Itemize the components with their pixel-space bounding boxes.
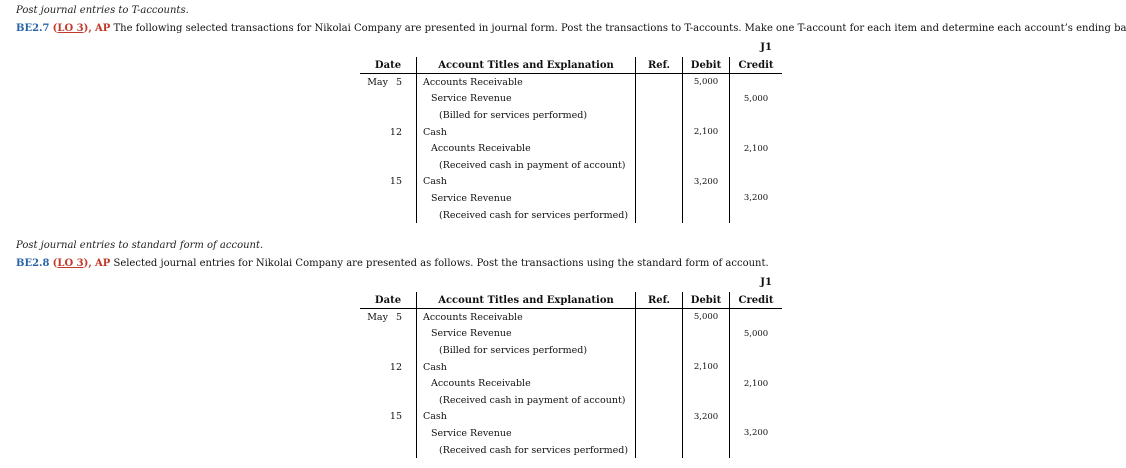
- journal-body: [360, 309, 782, 459]
- problem-text: The following selected transactions for Nikolai Company are presented in journal form. Post the transactions to T-accounts. Make one T-account for each item and determine each account’s ending ba: [113, 23, 1126, 34]
- credit-amount: 3,200: [743, 428, 769, 439]
- entry-date: [360, 425, 417, 442]
- ref-cell: [636, 107, 683, 124]
- ap-tag: AP: [95, 258, 111, 269]
- credit-amount: 5,000: [743, 328, 769, 339]
- col-account: Account Titles and Explanation: [417, 292, 636, 309]
- journal-row: [360, 207, 782, 224]
- debit-amount: [683, 342, 730, 359]
- entry-date: [360, 107, 417, 124]
- debit-amount: [683, 207, 730, 224]
- journal-row: [360, 124, 782, 141]
- debit-amount: [683, 107, 730, 124]
- journal-number: J1: [760, 42, 772, 53]
- debit-amount: [683, 392, 730, 409]
- ref-cell: [636, 207, 683, 224]
- journal-number: J1: [760, 277, 772, 288]
- debit-amount: 5,000: [683, 74, 730, 91]
- account-title: (Billed for services performed): [417, 342, 636, 359]
- debit-amount: 3,200: [683, 174, 730, 191]
- journal-table-2: [360, 277, 778, 458]
- col-ref: Ref.: [636, 57, 683, 74]
- ref-cell: [636, 157, 683, 174]
- ref-cell: [636, 326, 683, 343]
- journal-row: [360, 359, 782, 376]
- journal-header-row: [360, 292, 782, 309]
- journal-row: [360, 74, 782, 91]
- debit-amount: 2,100: [683, 124, 730, 141]
- journal-row: [360, 425, 782, 442]
- entry-date: 12: [360, 124, 417, 141]
- account-title: (Received cash in payment of account): [417, 157, 636, 174]
- ref-cell: [636, 392, 683, 409]
- journal-row: [360, 409, 782, 426]
- entry-date: [360, 326, 417, 343]
- ref-cell: [636, 442, 683, 459]
- credit-amount: [730, 174, 783, 191]
- account-title: Cash: [417, 409, 636, 426]
- journal-row: [360, 442, 782, 459]
- col-credit: Credit: [730, 57, 783, 74]
- ref-cell: [636, 124, 683, 141]
- journal-row: [360, 174, 782, 191]
- credit-amount: 2,100: [743, 378, 769, 389]
- journal-table-1: [360, 42, 778, 223]
- account-title: Accounts Receivable: [417, 309, 636, 326]
- ref-cell: [636, 375, 683, 392]
- debit-amount: [683, 442, 730, 459]
- ref-cell: [636, 359, 683, 376]
- col-date: Date: [360, 57, 417, 74]
- credit-amount: 5,000: [743, 93, 769, 104]
- account-title: Cash: [417, 359, 636, 376]
- problem-text: Selected journal entries for Nikolai Company are presented as follows. Post the transactions using the standard form of account.: [113, 258, 769, 269]
- ref-cell: [636, 309, 683, 326]
- debit-amount: 5,000: [683, 309, 730, 326]
- journal-row: [360, 326, 782, 343]
- journal-row: [360, 190, 782, 207]
- journal-row: [360, 157, 782, 174]
- credit-amount: [730, 442, 783, 459]
- account-title: Accounts Receivable: [417, 140, 636, 157]
- credit-amount: [730, 207, 783, 224]
- col-credit: Credit: [730, 292, 783, 309]
- ref-cell: [636, 91, 683, 108]
- journal-row: [360, 309, 782, 326]
- section1-heading: Post journal entries to T-accounts.: [16, 5, 189, 16]
- credit-amount: [730, 359, 783, 376]
- debit-amount: [683, 375, 730, 392]
- entry-date: [360, 442, 417, 459]
- credit-amount: [730, 74, 783, 91]
- problem-number: BE2.8: [16, 258, 50, 269]
- debit-amount: 3,200: [683, 409, 730, 426]
- debit-amount: [683, 157, 730, 174]
- entry-date: [360, 207, 417, 224]
- credit-amount: 3,200: [743, 193, 769, 204]
- learning-objective[interactable]: (LO 3),: [52, 258, 92, 269]
- entry-date: [360, 375, 417, 392]
- ref-cell: [636, 140, 683, 157]
- journal-row: [360, 342, 782, 359]
- journal-header-row: [360, 57, 782, 74]
- entry-date: 12: [360, 359, 417, 376]
- entry-date: [360, 157, 417, 174]
- account-title: Service Revenue: [417, 425, 636, 442]
- section2-heading: Post journal entries to standard form of account.: [16, 240, 264, 251]
- entry-date: May 5: [360, 309, 417, 326]
- entry-date: 15: [360, 409, 417, 426]
- account-title: Cash: [417, 174, 636, 191]
- learning-objective-link[interactable]: LO 3: [57, 258, 84, 269]
- ap-tag: AP: [95, 23, 111, 34]
- account-title: Service Revenue: [417, 91, 636, 108]
- ref-cell: [636, 342, 683, 359]
- credit-amount: [730, 157, 783, 174]
- ref-cell: [636, 425, 683, 442]
- entry-date: [360, 190, 417, 207]
- account-title: (Received cash for services performed): [417, 442, 636, 459]
- debit-amount: 2,100: [683, 359, 730, 376]
- ref-cell: [636, 74, 683, 91]
- ref-cell: [636, 409, 683, 426]
- entry-date: May 5: [360, 74, 417, 91]
- learning-objective-link[interactable]: LO 3: [57, 23, 84, 34]
- credit-amount: [730, 309, 783, 326]
- journal-row: [360, 375, 782, 392]
- credit-amount: [730, 409, 783, 426]
- account-title: (Billed for services performed): [417, 107, 636, 124]
- debit-amount: [683, 326, 730, 343]
- debit-amount: [683, 425, 730, 442]
- credit-amount: 2,100: [743, 143, 769, 154]
- journal-row: [360, 392, 782, 409]
- problem-number: BE2.7: [16, 23, 50, 34]
- entry-date: [360, 392, 417, 409]
- account-title: Service Revenue: [417, 190, 636, 207]
- account-title: Cash: [417, 124, 636, 141]
- debit-amount: [683, 140, 730, 157]
- col-ref: Ref.: [636, 292, 683, 309]
- credit-amount: [730, 124, 783, 141]
- section1-problem-statement: [16, 23, 1126, 34]
- col-debit: Debit: [683, 57, 730, 74]
- ref-cell: [636, 174, 683, 191]
- ref-cell: [636, 190, 683, 207]
- account-title: (Received cash in payment of account): [417, 392, 636, 409]
- col-debit: Debit: [683, 292, 730, 309]
- account-title: Service Revenue: [417, 326, 636, 343]
- entry-date: [360, 91, 417, 108]
- entry-date: [360, 342, 417, 359]
- section2-problem-statement: [16, 258, 769, 269]
- account-title: Accounts Receivable: [417, 375, 636, 392]
- col-date: Date: [360, 292, 417, 309]
- journal-row: [360, 140, 782, 157]
- debit-amount: [683, 91, 730, 108]
- account-title: Accounts Receivable: [417, 74, 636, 91]
- col-account: Account Titles and Explanation: [417, 57, 636, 74]
- journal-body: [360, 74, 782, 224]
- entry-date: 15: [360, 174, 417, 191]
- credit-amount: [730, 107, 783, 124]
- entry-date: [360, 140, 417, 157]
- journal-row: [360, 91, 782, 108]
- debit-amount: [683, 190, 730, 207]
- account-title: (Received cash for services performed): [417, 207, 636, 224]
- learning-objective[interactable]: (LO 3),: [52, 23, 92, 34]
- credit-amount: [730, 342, 783, 359]
- credit-amount: [730, 392, 783, 409]
- journal-row: [360, 107, 782, 124]
